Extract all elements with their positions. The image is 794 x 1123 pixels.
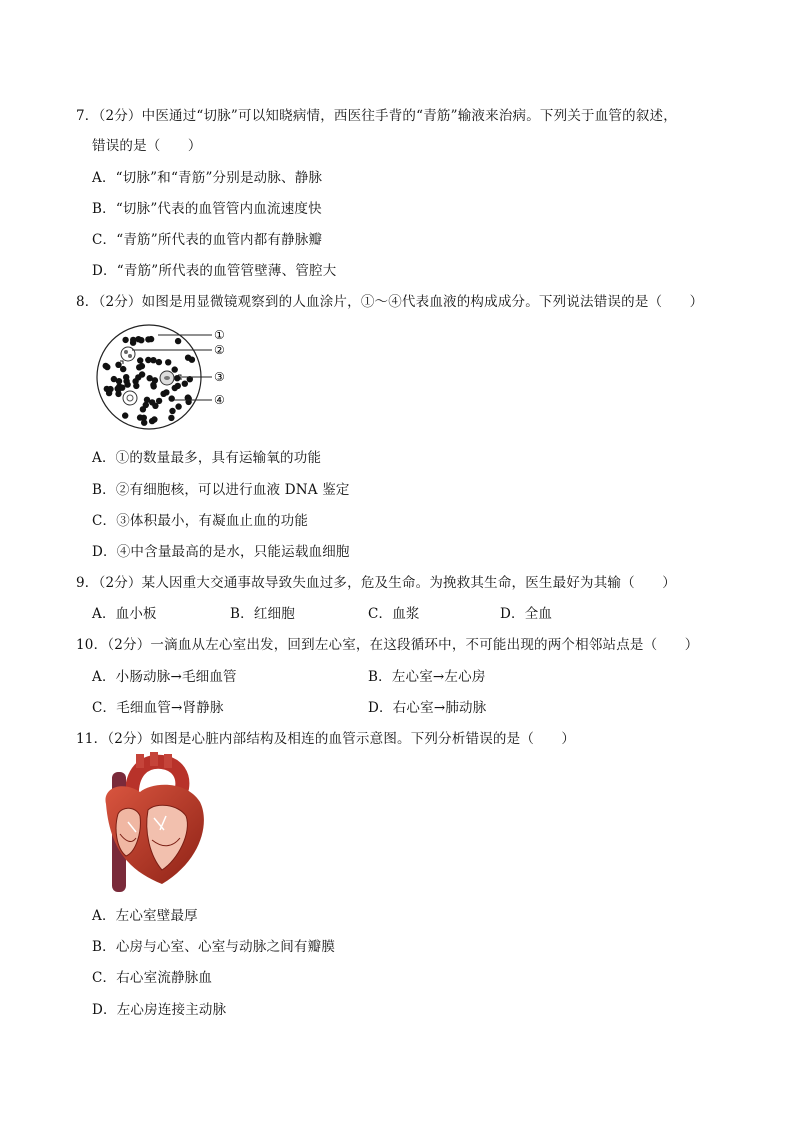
q7-stem-cont: 错误的是（ ） (92, 138, 202, 154)
q8-option-d: D．④中含量最高的是水，只能运载血细胞 (92, 544, 350, 560)
q11-option-d: D．左心房连接主动脉 (92, 1002, 227, 1018)
q7-option-d: D．“青筋”所代表的血管管壁薄、管腔大 (92, 263, 337, 279)
blood-label-3: ③ (214, 370, 225, 384)
q11-option-a: A．左心室壁最厚 (92, 908, 198, 924)
blood-smear-figure (92, 322, 272, 432)
q7-option-b: B．“切脉”代表的血管管内血流速度快 (92, 201, 322, 217)
q8-stem: 8．（2分）如图是用显微镜观察到的人血涂片，①～④代表血液的构成成分。下列说法错误的是（ ） (76, 294, 704, 310)
q10-option-c: C．毛细血管→肾静脉 (92, 700, 224, 716)
q11-stem: 11．（2分）如图是心脏内部结构及相连的血管示意图。下列分析错误的是（ ） (76, 731, 576, 747)
q9-option-d: D．全血 (500, 606, 553, 622)
q11-option-c: C．右心室流静脉血 (92, 970, 213, 986)
q8-option-c: C．③体积最小，有凝血止血的功能 (92, 513, 309, 529)
q10-option-a: A．小肠动脉→毛细血管 (92, 669, 237, 685)
q9-option-c: C．血浆 (368, 606, 420, 622)
q9-stem: 9．（2分）某人因重大交通事故导致失血过多，危及生命。为挽救其生命，医生最好为其输（ ） (76, 575, 676, 591)
q8-option-b: B．②有细胞核，可以进行血液 DNA 鉴定 (92, 482, 350, 498)
q7-option-c: C．“青筋”所代表的血管内都有静脉瓣 (92, 232, 323, 248)
q8-option-a: A．①的数量最多，具有运输氧的功能 (92, 450, 322, 466)
q9-option-b: B．红细胞 (230, 606, 295, 622)
heart-diagram-figure (92, 752, 210, 892)
q11-option-b: B．心房与心室、心室与动脉之间有瓣膜 (92, 939, 336, 955)
q10-stem: 10．（2分）一滴血从左心室出发，回到左心室，在这段循环中，不可能出现的两个相邻站点是（ ） (76, 637, 699, 653)
blood-label-2: ② (214, 343, 225, 357)
q7-option-a: A．“切脉”和“青筋”分别是动脉、静脉 (92, 170, 323, 186)
q10-option-d: D．右心室→肺动脉 (368, 700, 487, 716)
q7-stem: 7．（2分）中医通过“切脉”可以知晓病情，西医往手背的“青筋”输液来治病。下列关于血管的叙述， (76, 108, 677, 124)
q9-option-a: A．血小板 (92, 606, 157, 622)
blood-label-4: ④ (214, 393, 225, 407)
q10-option-b: B．左心室→左心房 (368, 669, 486, 685)
blood-label-1: ① (214, 328, 225, 342)
